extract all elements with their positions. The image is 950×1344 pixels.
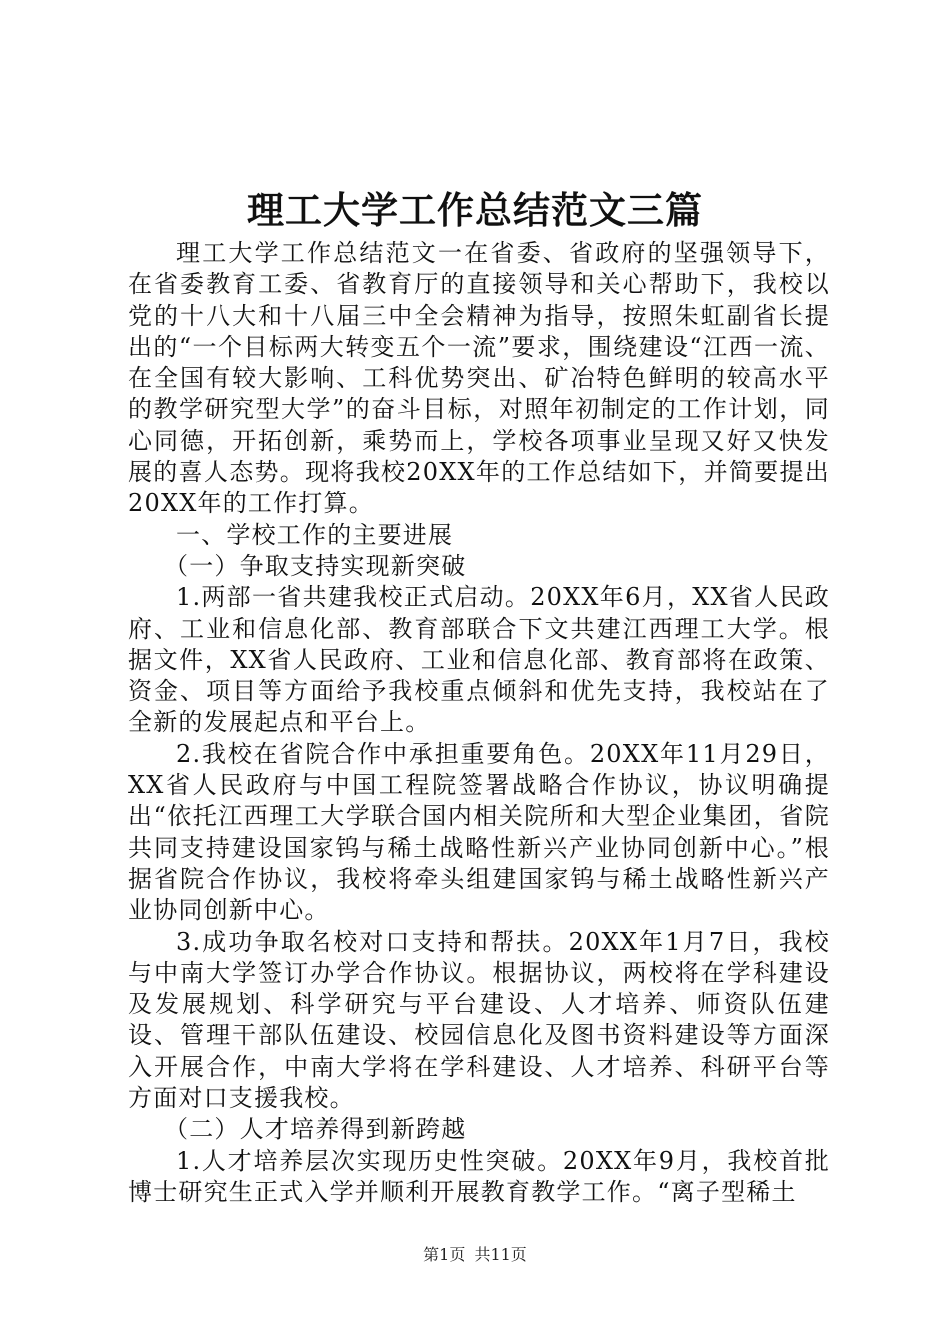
subsection-heading: （二）人才培养得到新跨越 bbox=[164, 1115, 467, 1144]
document-body bbox=[128, 238, 830, 1208]
paragraph-item: 1.人才培养层次实现历史性突破。20XX年9月，我校首批博士研究生正式入学并顺利开展教育教学工作。“离子型稀土 bbox=[128, 1146, 830, 1206]
paragraph-item: 3.成功争取名校对口支持和帮扶。20XX年1月7日，我校与中南大学签订办学合作协议。根据协议，两校将在学科建设及发展规划、科学研究与平台建设、人才培养、师资队伍建设、管理干部队伍建设、校园信息化及图书资料建设等方面深入开展合作，中南大学将在学科建设、人才培养、科研平台等方面对口支援我校。 bbox=[128, 927, 830, 1113]
paragraph-item: 1.两部一省共建我校正式启动。20XX年6月，XX省人民政府、工业和信息化部、教育部联合下文共建江西理工大学。根据文件，XX省人民政府、工业和信息化部、教育部将在政策、资金、项目等方面给予我校重点倾斜和优先支持，我校站在了全新的发展起点和平台上。 bbox=[128, 583, 830, 737]
paragraph-item: 2.我校在省院合作中承担重要角色。20XX年11月29日，XX省人民政府与中国工程院签署战略合作协议，协议明确提出“依托江西理工大学联合国内相关院所和大型企业集团，省院共同支持建设国家钨与稀土战略性新兴产业协同创新中心。”根据省院合作协议，我校将牵头组建国家钨与稀土战略性新兴产业协同创新中心。 bbox=[128, 739, 830, 925]
document-title: 理工大学工作总结范文三篇 bbox=[247, 188, 703, 232]
page-footer: 第1页 共11页 bbox=[423, 1245, 527, 1264]
section-heading: 一、学校工作的主要进展 bbox=[176, 520, 454, 549]
paragraph-intro: 理工大学工作总结范文一在省委、省政府的坚强领导下，在省委教育工委、省教育厅的直接领导和关心帮助下，我校以党的十八大和十八届三中全会精神为指导，按照朱虹副省长提出的“一个目标两大转变五个一流”要求，围绕建设“江西一流、在全国有较大影响、工科优势突出、矿冶特色鲜明的较高水平的教学研究型大学”的奋斗目标，对照年初制定的工作计划，同心同德，开拓创新，乘势而上，学校各项事业呈现又好又快发展的喜人态势。现将我校20XX年的工作总结如下，并简要提出20XX年的工作打算。 bbox=[128, 239, 830, 518]
subsection-heading: （一）争取支持实现新突破 bbox=[164, 551, 467, 580]
